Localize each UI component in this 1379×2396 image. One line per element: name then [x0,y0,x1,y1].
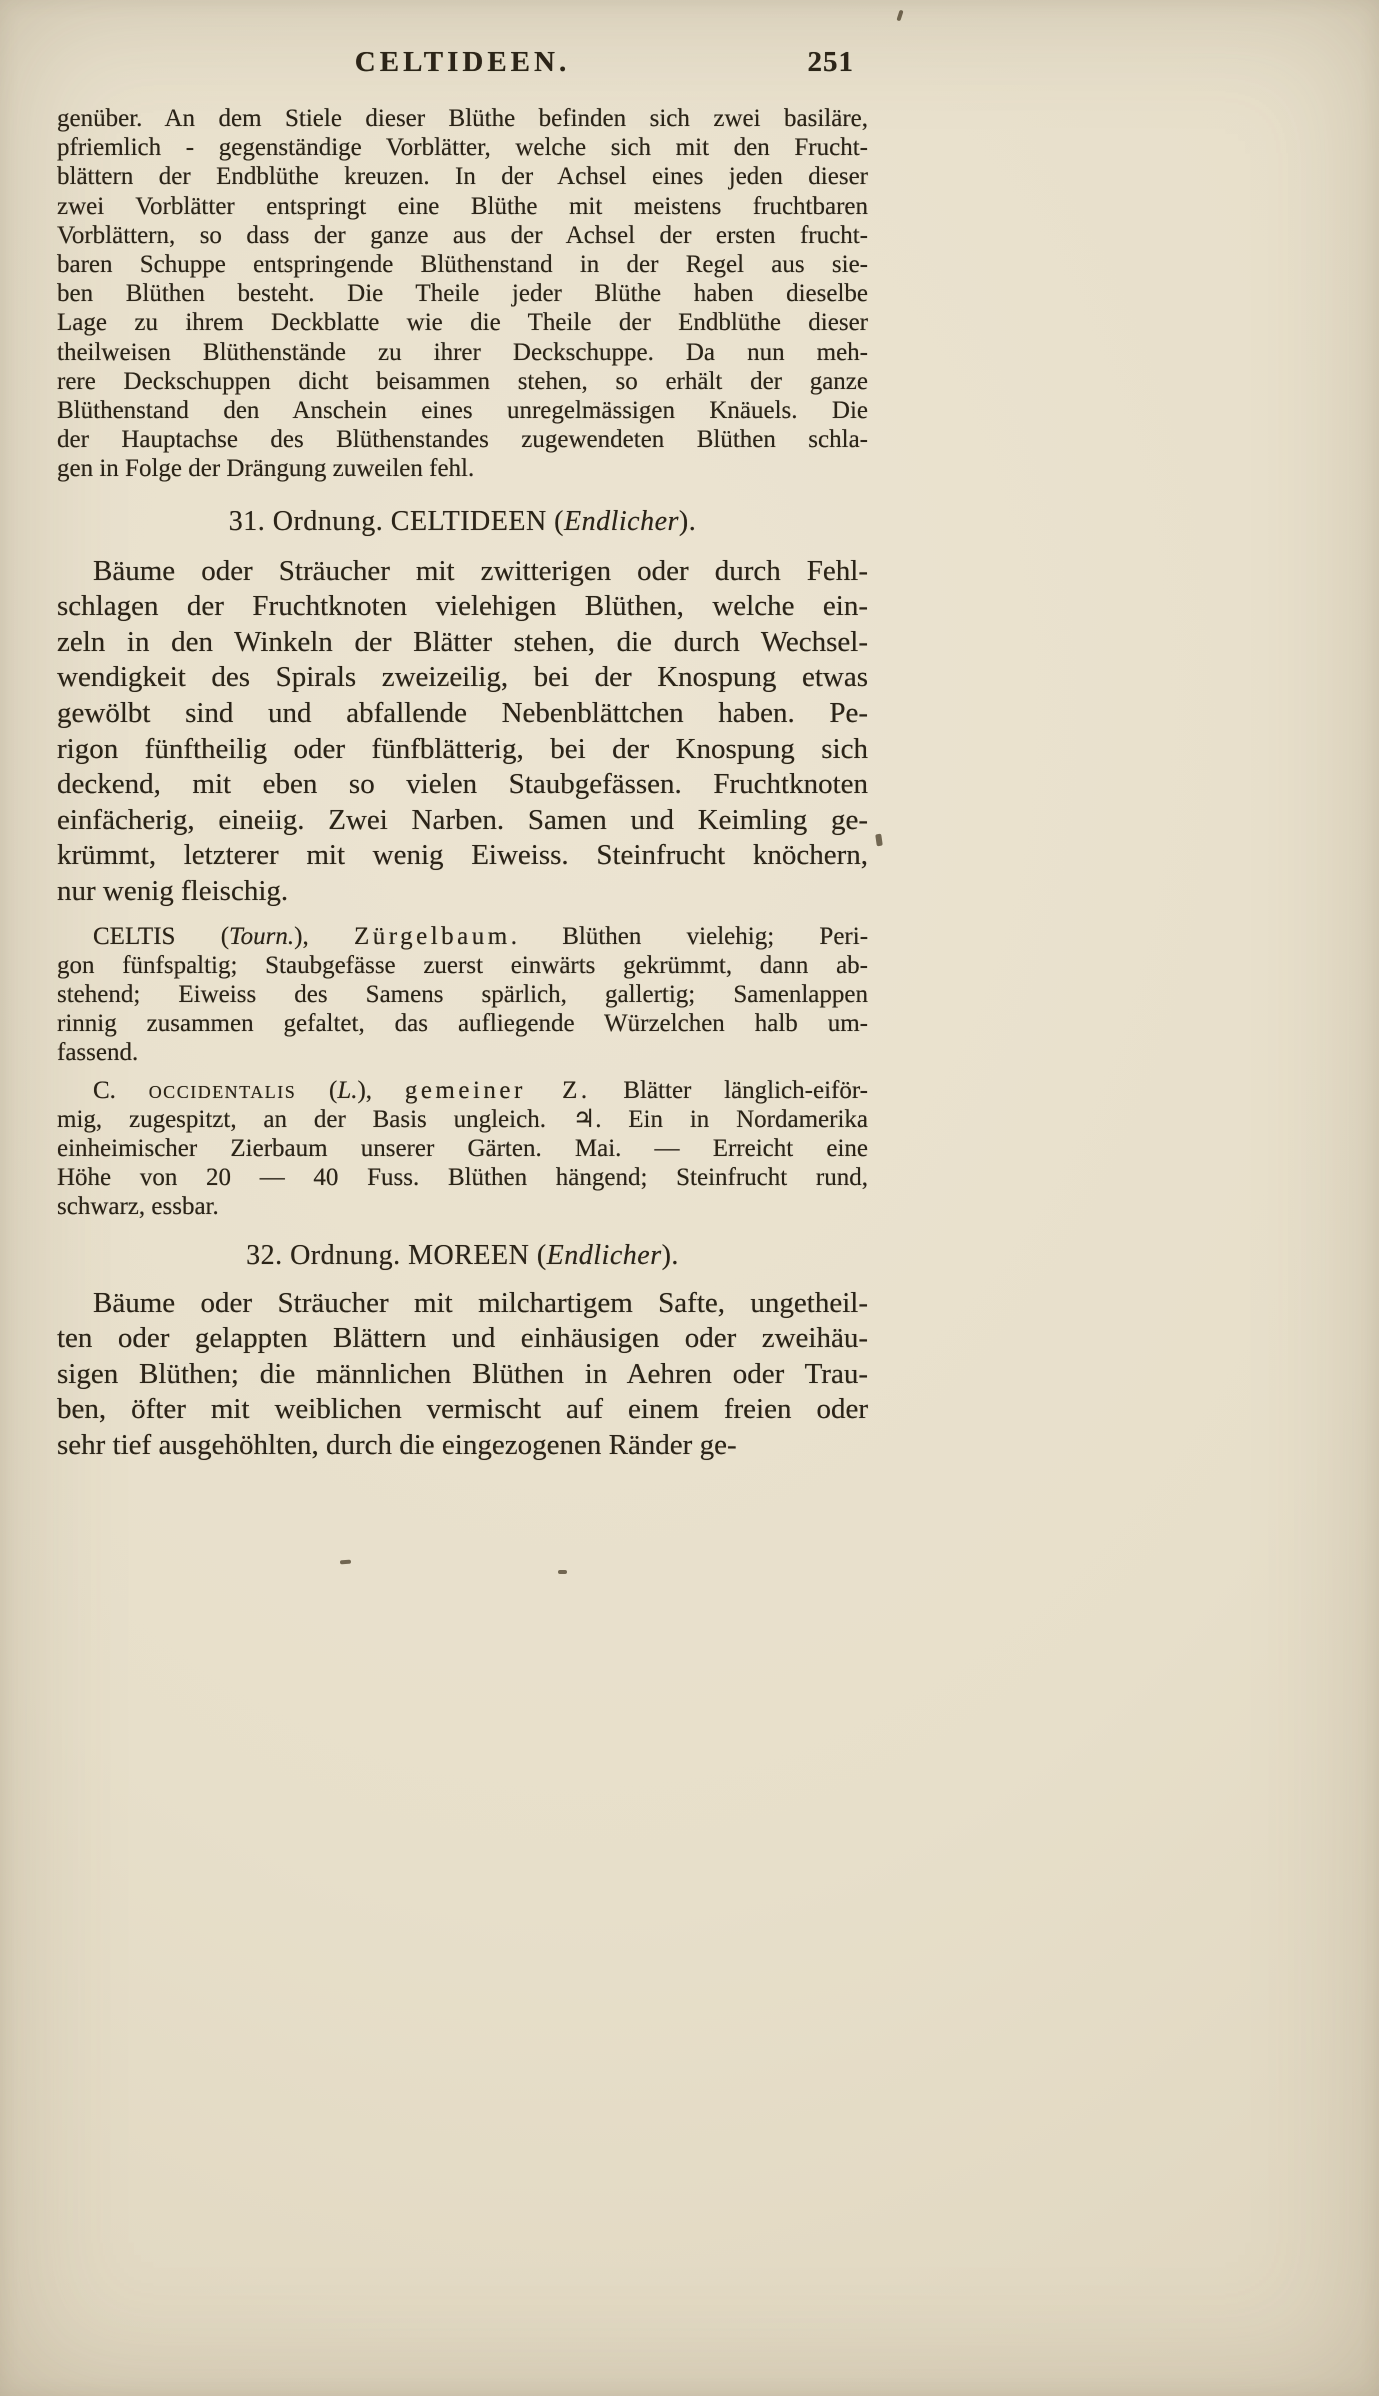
text-segment: Endlicher [564,505,679,537]
text-line [57,589,868,625]
text-segment: Bäume oder Sträucher mit zwitterigen oder durch Fehl- [93,554,868,587]
text-line [57,874,868,910]
text-line [57,1428,868,1464]
text-segment: Lage zu ihrem Deckblatte wie die Theile der Endblüthe dieser [57,309,868,337]
text-line [57,922,868,951]
text-line [57,308,868,337]
text-line [57,1076,868,1105]
text-segment: schlagen der Fruchtknoten vielehigen Blüthen, welche ein- [57,590,868,623]
text-line [57,1038,868,1067]
text-segment: genüber. An dem Stiele dieser Blüthe befinden sich zwei basiläre, [57,105,868,132]
text-line [57,221,868,250]
text-segment: nur wenig fleischig. [57,874,289,907]
text-segment: krümmt, letzterer mit wenig Eiweiss. Steinfrucht knöchern, [57,839,868,872]
text-segment: Höhe von 20 — 40 Fuss. Blüthen hängend; Steinfrucht rund, [57,1164,868,1192]
text-segment: gon fünfspaltig; Staubgefässe zuerst einwärts gekrümmt, dann ab- [57,951,868,979]
text-line [57,838,868,874]
text-segment: blättern der Endblüthe kreuzen. In der Achsel eines jeden dieser [57,163,868,191]
text-segment: rinnig zusammen gefaltet, das aufliegende Würzelchen halb um- [57,1010,868,1038]
text-column [57,96,868,1464]
text-segment: Bäume oder Sträucher mit milchartigem Safte, ungetheil- [93,1286,868,1319]
text-segment: einfächerig, eineiig. Zwei Narben. Samen und Keimling ge- [57,803,868,836]
text-line [57,696,868,732]
text-line [57,104,868,133]
text-segment: C. [93,1076,149,1104]
paragraph [57,922,868,1068]
text-segment: ten oder gelappten Blättern und einhäusigen oder zweihäu- [57,1322,868,1355]
scan-speck [896,10,903,22]
text-line [57,554,868,590]
text-line [57,1321,868,1357]
text-segment: zeln in den Winkeln der Blätter stehen, die durch Wechsel- [57,625,868,658]
paragraph [57,1076,868,1222]
text-line [57,951,868,980]
text-line [57,396,868,425]
text-segment: . Blüthen vielehig; Peri- [510,922,869,950]
text-line [57,1286,868,1322]
text-segment: ben Blüthen besteht. Die Theile jeder Blüthe haben dieselbe [57,280,868,308]
text-segment: Blüthenstand den Anschein eines unregelmässigen Knäuels. Die [57,397,868,425]
text-segment: gen in Folge der Drängung zuweilen fehl. [57,455,475,483]
text-segment: ). [661,1239,679,1271]
page-number: 251 [807,46,854,78]
text-segment: 31. Ordnung. CELTIDEEN ( [228,505,564,537]
text-segment: L. [337,1076,358,1104]
paragraph [57,104,868,484]
text-segment: CELTIS ( [93,922,230,950]
text-line [57,250,868,279]
text-line [57,732,868,768]
scan-speck [875,834,883,847]
section-heading [57,1238,868,1274]
text-segment: sigen Blüthen; die männlichen Blüthen in Aehren oder Trau- [57,1357,868,1390]
scan-speck [558,1570,567,1574]
text-line [57,1163,868,1192]
scan-speck [340,1560,351,1565]
text-line [57,133,868,162]
text-line [57,1009,868,1038]
running-title: CELTIDEEN. [354,46,571,78]
text-line [57,1192,868,1221]
text-segment: baren Schuppe entspringende Blüthenstand in der Regel aus sie- [57,251,868,279]
text-line [57,1134,868,1163]
text-segment: deckend, mit eben so vielen Staubgefässen. Fruchtknoten [57,768,868,801]
paragraph [57,1286,868,1464]
text-line [57,367,868,396]
text-segment: stehend; Eiweiss des Samens spärlich, gallertig; Samenlappen [57,980,868,1008]
text-segment: occidentalis [148,1076,297,1104]
text-segment: der Hauptachse des Blüthenstandes zugewendeten Blüthen schla- [57,426,868,454]
text-segment: 32. Ordnung. MOREEN ( [246,1239,547,1271]
text-line [57,803,868,839]
text-segment: ben, öfter mit weiblichen vermischt auf einem freien oder [57,1393,868,1426]
text-segment: Vorblättern, so dass der ganze aus der Achsel der ersten frucht- [57,221,868,249]
text-line [57,1357,868,1393]
text-line [57,162,868,191]
text-segment: zwei Vorblätter entspringt eine Blüthe mit meistens fruchtbaren [57,192,868,220]
text-segment: ), [294,922,354,950]
text-line [57,192,868,221]
text-line [57,660,868,696]
text-segment: einheimischer Zierbaum unserer Gärten. Mai. — Erreicht eine [57,1135,868,1162]
text-line [57,279,868,308]
text-segment: Zürgelbaum [353,922,511,950]
paragraph [57,554,868,910]
text-segment: gemeiner Z. [404,1076,591,1104]
text-segment: Tourn. [229,922,295,950]
text-line [57,425,868,454]
text-segment: Endlicher [546,1239,662,1271]
text-segment: wendigkeit des Spirals zweizeilig, bei der Knospung etwas [57,661,868,694]
text-segment: rigon fünftheilig oder fünfblätterig, bei der Knospung sich [57,732,868,765]
page-header [57,46,868,84]
section-heading [57,504,868,540]
text-line [57,1105,868,1134]
text-line [57,1392,868,1428]
text-segment: rere Deckschuppen dicht beisammen stehen, so erhält der ganze [57,367,868,395]
text-line [57,338,868,367]
text-segment: gewölbt sind und abfallende Nebenblättchen haben. Pe- [57,697,868,730]
text-line [57,767,868,803]
text-line [57,980,868,1009]
text-segment: pfriemlich - gegenständige Vorblätter, welche sich mit den Frucht- [57,134,868,162]
text-segment: ). [678,505,697,537]
text-segment: theilweisen Blüthenstände zu ihrer Deckschuppe. Da nun meh- [57,338,868,366]
text-segment: sehr tief ausgehöhlten, durch die eingezogenen Ränder ge- [57,1428,737,1461]
text-segment: mig, zugespitzt, an der Basis ungleich. ♃. Ein in Nordamerika [57,1105,868,1133]
text-segment: fassend. [57,1039,139,1067]
text-segment: ( [296,1076,338,1104]
text-segment: schwarz, essbar. [57,1193,219,1221]
text-segment: ), [357,1076,405,1104]
text-segment: Blätter länglich-eiför- [590,1076,868,1104]
text-line [57,454,868,483]
text-line [57,625,868,661]
